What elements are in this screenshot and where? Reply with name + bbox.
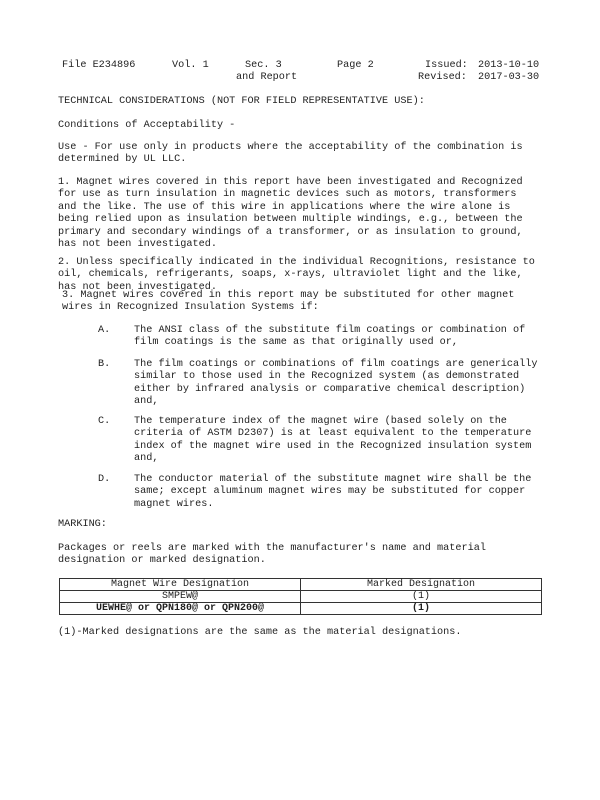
paragraph-1: 1. Magnet wires covered in this report have been investigated and Recognized for use as turn insulation in magnetic devices such as motors, transformers and the like. The use of this wire in applications where the wire alone is being relied upon as insulation between multiple windings, e.g., between the primary and secondary windings of a transformer, or as insulation to ground, has not been investigated. — [58, 177, 523, 251]
designation-table — [59, 578, 542, 615]
issued-date: 2013-10-10 — [478, 60, 540, 71]
table-row — [60, 603, 542, 615]
item-text: The conductor material of the substitute magnet wire shall be the same; except aluminum magnet wires may be substituted for copper magnet wires. — [134, 474, 532, 510]
file-number: File E234896 — [62, 60, 136, 71]
revised-date: 2017-03-30 — [478, 72, 540, 83]
page-number: Page 2 — [337, 60, 374, 71]
tech-heading: TECHNICAL CONSIDERATIONS (NOT FOR FIELD REPRESENTATIVE USE): — [58, 96, 425, 107]
table-cell: (1) — [301, 591, 542, 603]
item-letter: A. — [98, 325, 111, 336]
item-text: The temperature index of the magnet wire (based solely on the criteria of ASTM D2307) is at least equivalent to the temperature index of the magnet wire used in the Recognized insulation system and, — [134, 416, 532, 465]
revised-label: Revised: — [418, 72, 467, 83]
section: Sec. 3 — [245, 60, 282, 71]
table-cell: UEWHE@ or QPN180@ or QPN200@ — [60, 603, 301, 615]
table-cell: (1) — [301, 603, 542, 615]
table-header-row — [60, 579, 542, 591]
column-header: Magnet Wire Designation — [60, 579, 301, 591]
volume: Vol. 1 — [172, 60, 209, 71]
marking-heading: MARKING: — [58, 519, 107, 530]
section-sub: and Report — [236, 72, 298, 83]
item-text: The film coatings or combinations of film coatings are generically similar to those used in the Recognized system (as demonstrated either by infrared analysis or comparative chemical description) and, — [134, 359, 538, 408]
use-paragraph: Use - For use only in products where the acceptability of the combination is determined by UL LLC. — [58, 142, 523, 166]
paragraph-2: 2. Unless specifically indicated in the individual Recognitions, resistance to oil, chemicals, refrigerants, soaps, x-rays, ultraviolet light and the like, has not been investigated. — [58, 257, 535, 293]
item-letter: B. — [98, 359, 111, 370]
conditions-heading: Conditions of Acceptability - — [58, 120, 236, 131]
table-cell: SMPEW@ — [60, 591, 301, 603]
item-text: The ANSI class of the substitute film coatings or combination of film coatings is the same as that originally used or, — [134, 325, 526, 349]
paragraph-3: 3. Magnet wires covered in this report may be substituted for other magnet wires in Recognized Insulation Systems if: — [62, 290, 515, 314]
column-header: Marked Designation — [301, 579, 542, 591]
marking-paragraph: Packages or reels are marked with the manufacturer's name and material designation or marked designation. — [58, 543, 486, 567]
item-letter: C. — [98, 416, 111, 427]
item-letter: D. — [98, 474, 111, 485]
issued-label: Issued: — [425, 60, 468, 71]
table-row — [60, 591, 542, 603]
footnote: (1)-Marked designations are the same as the material designations. — [58, 627, 462, 638]
